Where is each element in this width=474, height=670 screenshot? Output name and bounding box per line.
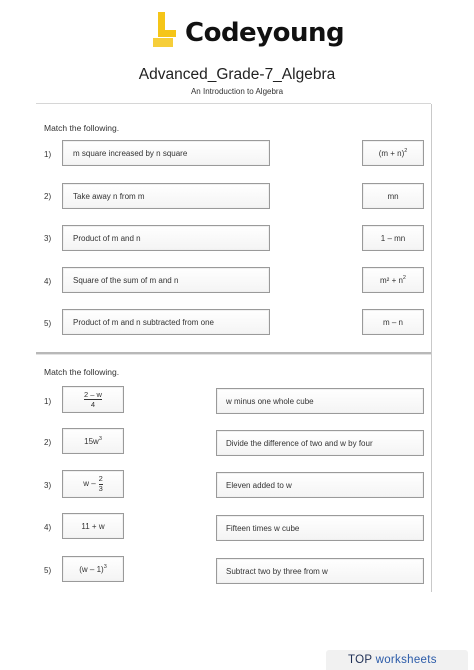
expression-box[interactable] xyxy=(62,513,124,539)
description-box[interactable] xyxy=(216,558,424,584)
document-title: Advanced_Grade-7_Algebra xyxy=(138,66,336,83)
row-number: 1) xyxy=(44,150,52,159)
fraction: $\frac{2 - w}{4}$ xyxy=(84,389,102,409)
description-text: Subtract two by three from w xyxy=(226,566,328,576)
match-right-box[interactable] xyxy=(362,309,424,335)
expression-box[interactable] xyxy=(62,386,124,413)
row-number: 2) xyxy=(44,438,52,447)
description-text: Divide the difference of two and w by four xyxy=(226,438,373,448)
row-number: 3) xyxy=(44,481,52,490)
row-number: 4) xyxy=(44,277,52,286)
expression-text: (w – 1)$^3$ xyxy=(79,563,107,574)
description-text: w minus one whole cube xyxy=(226,396,314,406)
document-subtitle: An Introduction to Algebra xyxy=(190,87,284,96)
description-text: Eleven added to w xyxy=(226,480,292,490)
description-box[interactable] xyxy=(216,430,424,456)
match-right-text: mn xyxy=(387,191,399,201)
match-left-text: Product of m and n xyxy=(73,233,141,243)
expression-box[interactable] xyxy=(62,470,124,498)
description-box[interactable] xyxy=(216,515,424,541)
expression-text: w – $\frac{2}{3}$ xyxy=(83,474,103,494)
match-left-box[interactable] xyxy=(62,309,270,335)
row-number: 3) xyxy=(44,234,52,243)
match-left-text: m square increased by n square xyxy=(73,148,188,158)
match-right-text: $(m + n)^2$ xyxy=(378,147,408,158)
expression-text: $15w^3$ xyxy=(84,435,102,446)
match-right-box[interactable] xyxy=(362,140,424,166)
match-right-text: $m^2 + n^2$ xyxy=(380,274,406,285)
description-box[interactable] xyxy=(216,472,424,498)
match-left-text: Square of the sum of m and n xyxy=(73,275,179,285)
logo-text: Codeyoung xyxy=(185,18,345,48)
match-left-text: Product of m and n subtracted from one xyxy=(73,317,214,327)
row-number: 1) xyxy=(44,397,52,406)
codeyoung-logo-icon xyxy=(152,12,178,48)
row-number: 5) xyxy=(44,319,52,328)
row-number: 4) xyxy=(44,523,52,532)
codeyoung-logo xyxy=(152,10,345,54)
section1-heading: Match the following. xyxy=(44,123,120,133)
match-right-box[interactable] xyxy=(362,183,424,209)
match-left-box[interactable] xyxy=(62,225,270,251)
fraction: $\frac{2}{3}$ xyxy=(98,474,103,494)
match-left-box[interactable] xyxy=(62,183,270,209)
section2-heading: Match the following. xyxy=(44,367,120,377)
expression-text: 11 + w xyxy=(81,521,105,531)
expression-box[interactable] xyxy=(62,556,124,582)
row-number: 2) xyxy=(44,192,52,201)
row-number: 5) xyxy=(44,566,52,575)
topworksheets-badge[interactable] xyxy=(318,650,468,670)
match-left-text: Take away n from m xyxy=(73,191,145,201)
match-left-box[interactable] xyxy=(62,267,270,293)
section-divider-shadow xyxy=(36,354,431,355)
description-box[interactable] xyxy=(216,388,424,414)
match-right-box[interactable] xyxy=(362,267,424,293)
footer-brand: TOP worksheets xyxy=(348,654,437,666)
match-right-text: 1 – mn xyxy=(380,233,406,243)
match-right-text: m – n xyxy=(382,317,403,327)
match-left-box[interactable] xyxy=(62,140,270,166)
description-text: Fifteen times w cube xyxy=(226,523,300,533)
match-right-box[interactable] xyxy=(362,225,424,251)
expression-box[interactable] xyxy=(62,428,124,454)
